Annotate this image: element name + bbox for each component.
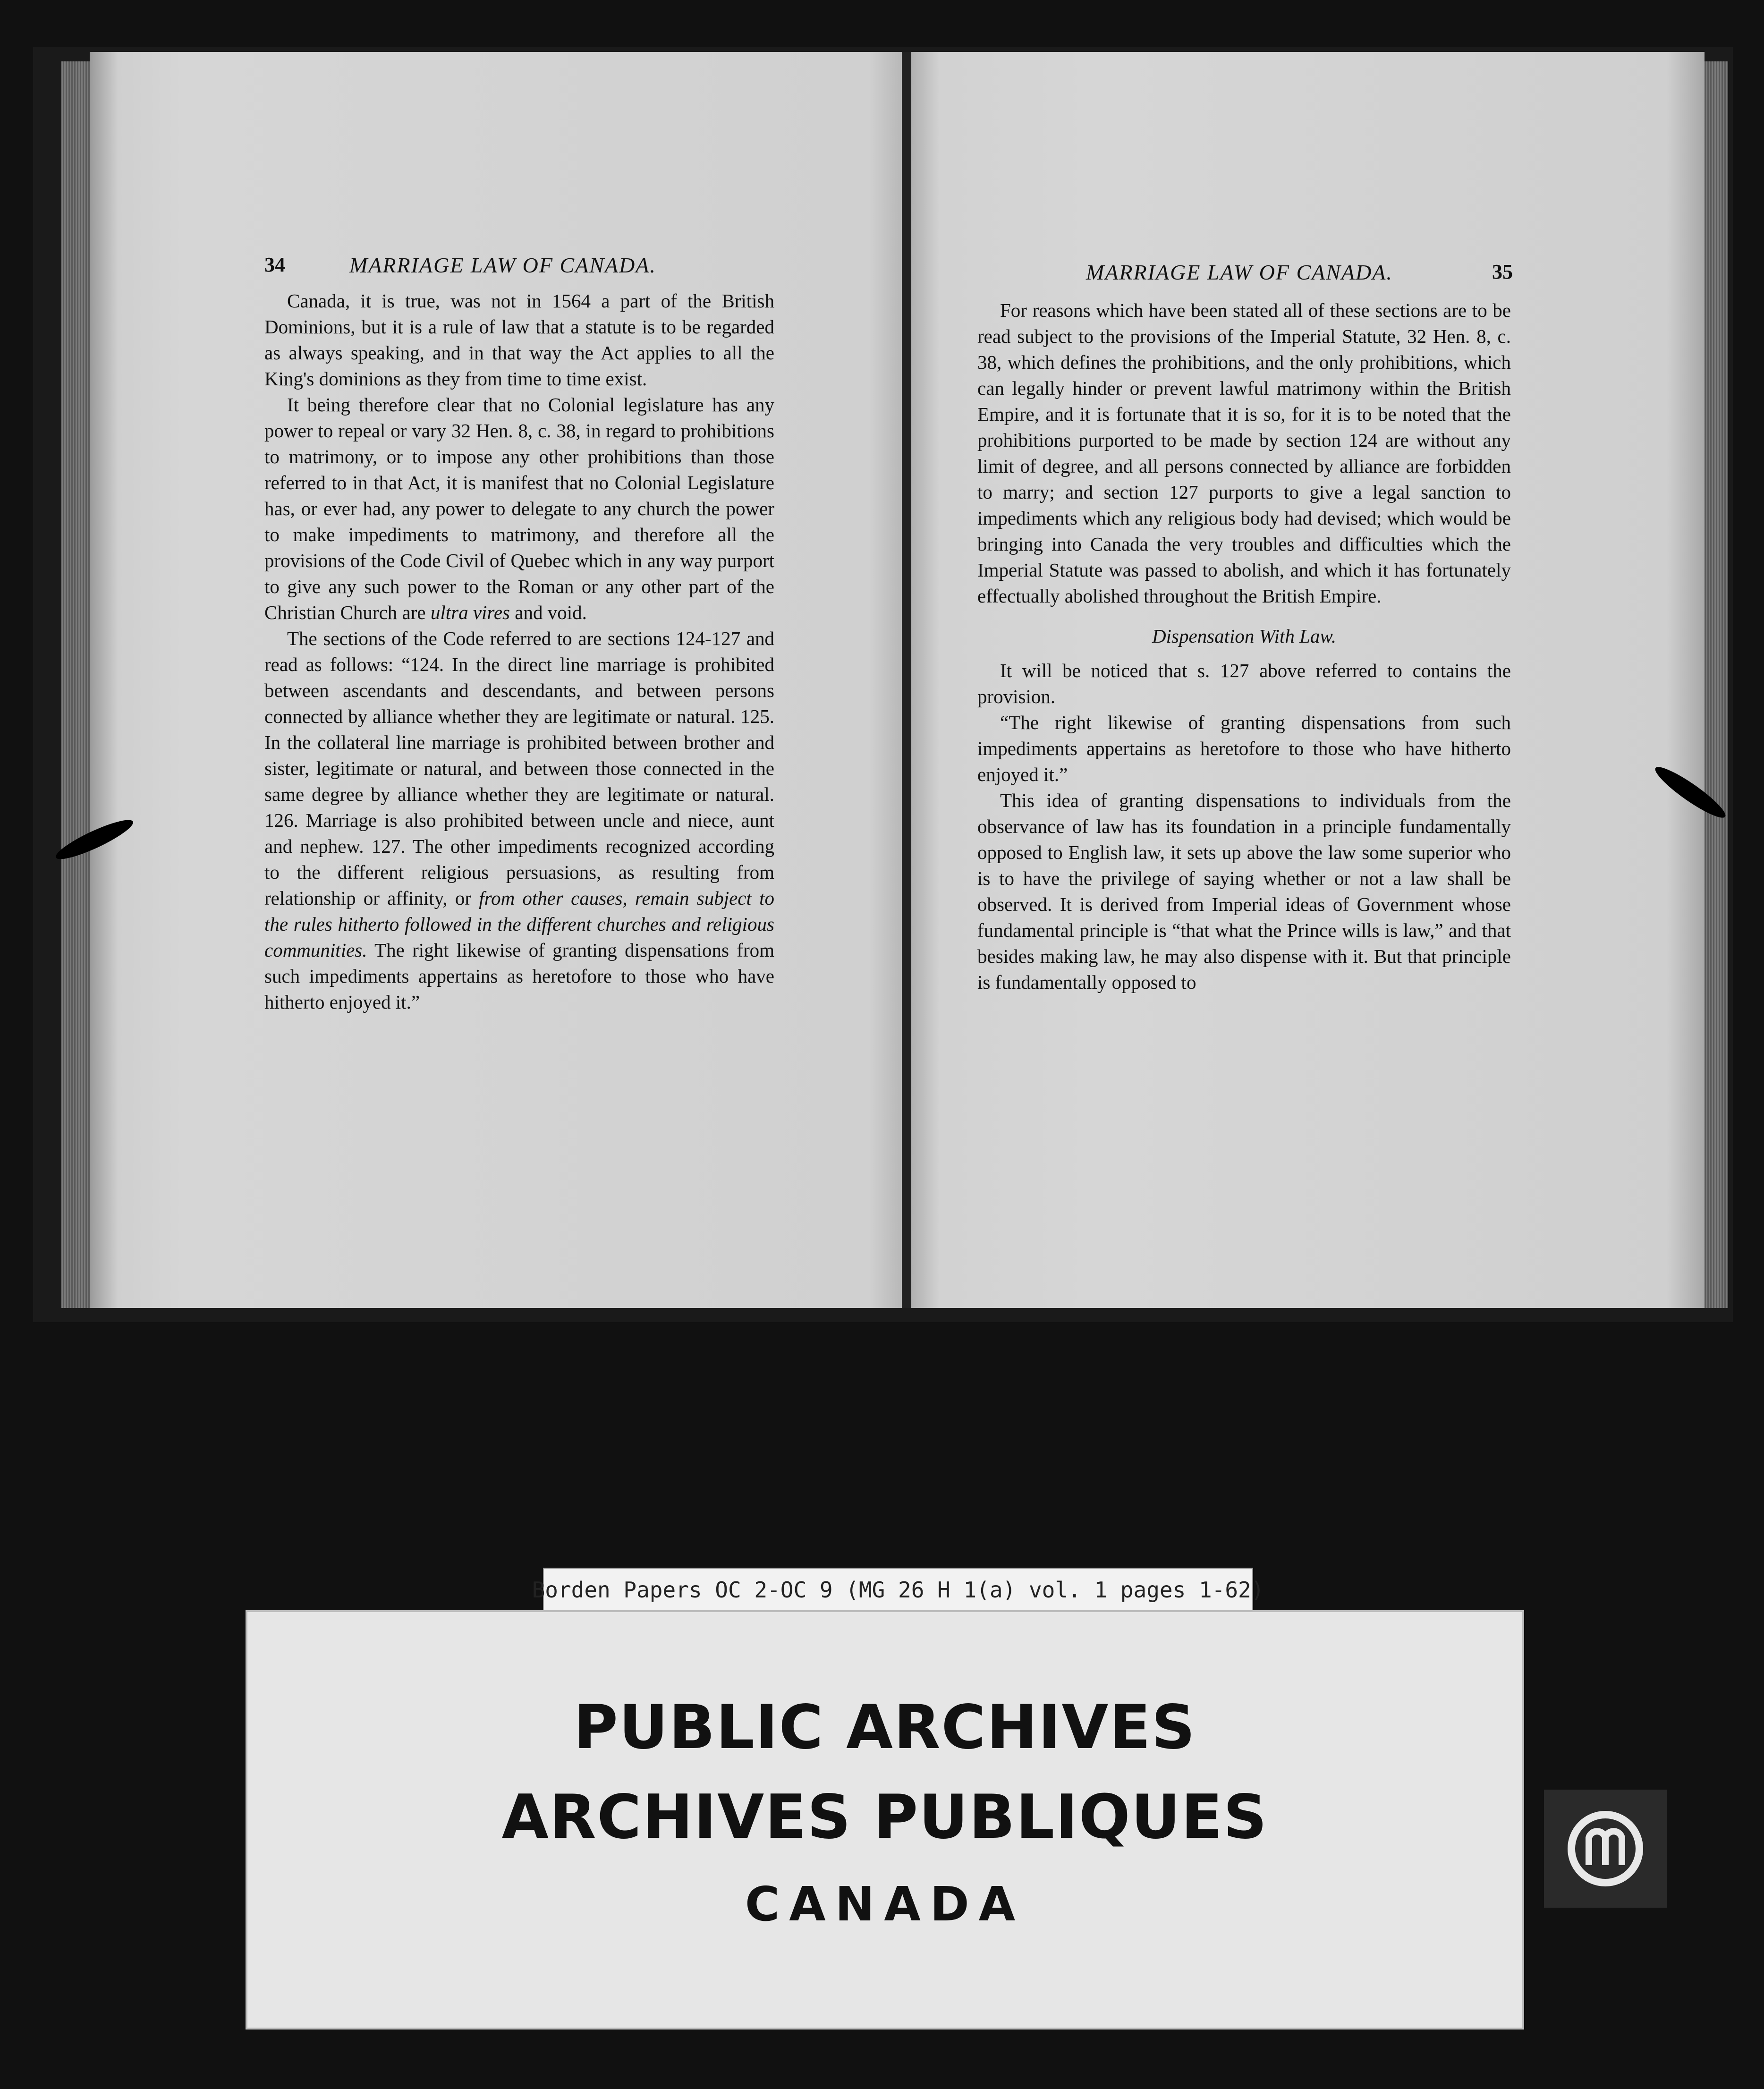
book-gutter — [902, 52, 911, 1308]
running-head-left: MARRIAGE LAW OF CANADA. — [349, 253, 656, 277]
open-book — [33, 47, 1733, 1322]
page-edges-left — [61, 61, 90, 1308]
section-heading: Dispensation With Law. — [1152, 625, 1336, 647]
microfilm-logo-icon — [1544, 1790, 1667, 1908]
paragraph: It will be noticed that s. 127 above referred to contains the provision. — [977, 660, 1511, 707]
page-edges-right — [1705, 61, 1728, 1308]
page-number-right: 35 — [1492, 260, 1513, 283]
paragraph: Canada, it is true, was not in 1564 a part of the British Dominions, but it is a rule of law that a statute is to be regarded as always speaking, and in that way the Act applies to all the King's dominions as they from time to time exist. — [264, 290, 774, 390]
right-page-text — [977, 297, 1511, 995]
paragraph: “The right likewise of granting dispensations from such impediments appertains as heretofore to those who have hitherto enjoyed it.” — [977, 712, 1511, 785]
paragraph: For reasons which have been stated all of these sections are to be read subject to the provisions of the Imperial Statute, 32 Hen. 8, c. 38, which defines the prohibitions, and the only prohibitions, which can legally hinder or prevent lawful matrimony within the British Empire, and it is fortunate that it is so, for it is to be noted that the prohibitions purported to be made by section 124 are without any limit of degree, and all persons connected by alliance are forbidden to marry; and section 127 purports to give a legal sanction to impediments which any religious body had devised; which would be bringing into Canada the very troubles and difficulties which the Imperial Statute was passed to abolish, and which it has fortunately effectually abolished throughout the British Empire. — [977, 299, 1511, 607]
right-page — [911, 52, 1705, 1308]
left-page — [90, 52, 902, 1308]
left-page-text — [264, 288, 774, 1015]
card-title-french: ARCHIVES PUBLIQUES — [501, 1782, 1268, 1852]
archives-card — [246, 1610, 1524, 2030]
card-country: CANADA — [745, 1877, 1025, 1932]
page-number-left: 34 — [264, 253, 285, 276]
card-title-english: PUBLIC ARCHIVES — [574, 1692, 1196, 1763]
paragraph: It being therefore clear that no Colonial legislature has any power to repeal or vary 32 Hen. 8, c. 38, in regard to prohibitions to matrimony, or to impose any other prohibitions than those referred to in that Act, it is manifest that no Colonial Legislature has, or ever had, any power to delegate to any church the power to make impediments to matrimony, and therefore all the provisions of the Code Civil of Quebec which in any way purport to give any such power to the Roman or any other part of the Christian Church are ultra vires and void. — [264, 394, 774, 623]
running-head-right: MARRIAGE LAW OF CANADA. — [1086, 260, 1393, 284]
archive-reference-label: Borden Papers OC 2-OC 9 (MG 26 H 1(a) vol. 1 pages 1-62) — [543, 1568, 1253, 1612]
paragraph: The sections of the Code referred to are sections 124-127 and read as follows: “124. In the direct line marriage is prohibited between ascendants and descendants, and between persons connected by alliance whether they are legitimate or natural. 125. In the collateral line marriage is prohibited between brother and sister, legitimate or natural, and between those connected in the same degree by alliance whether they are legitimate or natural. 126. Marriage is also prohibited between uncle and niece, aunt and nephew. 127. The other impediments recognized according to the different religious persuasions, as resulting from relationship or affinity, or from other causes, remain subject to the rules hitherto followed in the different churches and religious communities. The right likewise of granting dispensations from such impediments appertains as heretofore to those who have hitherto enjoyed it.” — [264, 628, 774, 1013]
paragraph: This idea of granting dispensations to individuals from the observance of law has its foundation in a principle fundamentally opposed to English law, it sets up above the law some superior who is to have the privilege of saying whether or not a law shall be observed. It is derived from Imperial ideas of Government whose fundamental principle is “that what the Prince wills is law,” and that besides making law, he may also dispense with it. But that principle is fundamentally opposed to — [977, 790, 1511, 993]
